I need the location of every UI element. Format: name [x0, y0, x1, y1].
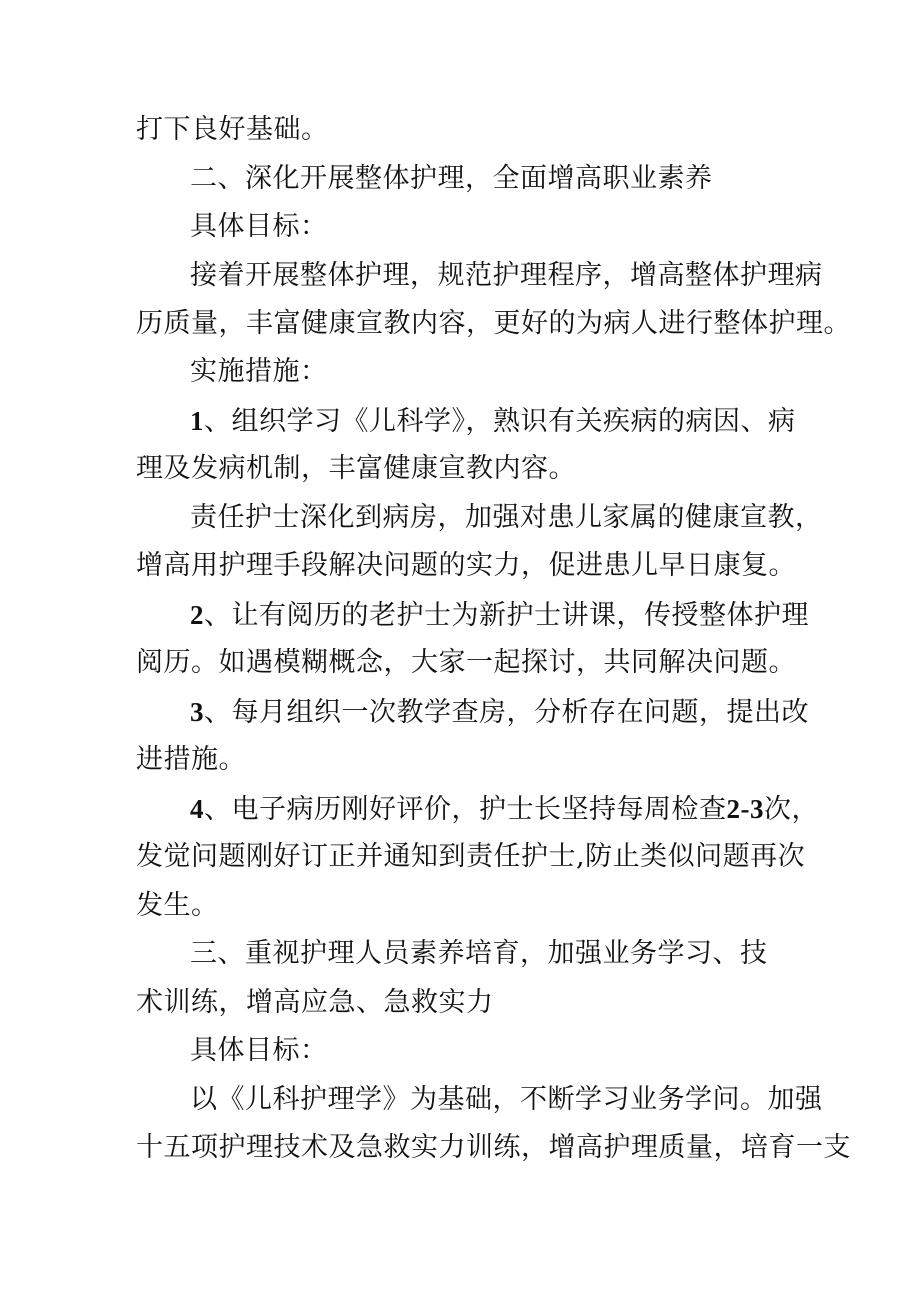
- paragraph-line: 接着开展整体护理，规范护理程序，增高整体护理病: [190, 260, 823, 291]
- section-heading: 三、重视护理人员素养培育，加强业务学习、技: [190, 938, 768, 969]
- list-item: 4、电子病历刚好评价，护士长坚持每周检查2-3次，: [190, 794, 819, 825]
- paragraph-line: 增高用护理手段解决问题的实力，促进患儿早日康复。: [136, 550, 796, 581]
- paragraph-line: 责任护士深化到病房，加强对患儿家属的健康宣教，: [190, 502, 823, 533]
- subheading: 具体目标：: [190, 211, 328, 242]
- paragraph-line: 发生。: [136, 890, 219, 921]
- list-item-number: 3: [190, 697, 204, 727]
- list-item: 3、每月组织一次教学查房，分析存在问题，提出改: [190, 697, 809, 728]
- paragraph-line: 阅历。如遇模糊概念，大家一起探讨，共同解决问题。: [136, 647, 796, 678]
- paragraph-line: 理及发病机制，丰富健康宣教内容。: [136, 453, 576, 484]
- list-item: 1、组织学习《儿科学》，熟识有关疾病的病因、病: [190, 406, 796, 437]
- list-item: 2、让有阅历的老护士为新护士讲课，传授整体护理: [190, 600, 809, 631]
- paragraph-line: 打下良好基础。: [136, 114, 329, 145]
- section-heading: 二、深化开展整体护理，全面增高职业素养: [190, 163, 713, 194]
- paragraph-line: 历质量，丰富健康宣教内容，更好的为病人进行整体护理。: [136, 308, 851, 339]
- list-item-number: 4: [190, 794, 204, 824]
- list-item-number: 1: [190, 406, 204, 436]
- paragraph-line: 发觉问题刚好订正并通知到责任护士,防止类似问题再次: [136, 841, 806, 872]
- paragraph-line: 十五项护理技术及急救实力训练，增高护理质量，培育一支: [136, 1132, 851, 1163]
- list-item-number: 2: [190, 600, 204, 630]
- section-heading-continued: 术训练，增高应急、急救实力: [136, 987, 494, 1018]
- paragraph-line: 进措施。: [136, 744, 246, 775]
- frequency-number: 2-3: [726, 794, 764, 824]
- subheading: 具体目标：: [190, 1035, 328, 1066]
- paragraph-line: 以《儿科护理学》为基础，不断学习业务学问。加强: [190, 1084, 823, 1115]
- subheading: 实施措施：: [190, 356, 328, 387]
